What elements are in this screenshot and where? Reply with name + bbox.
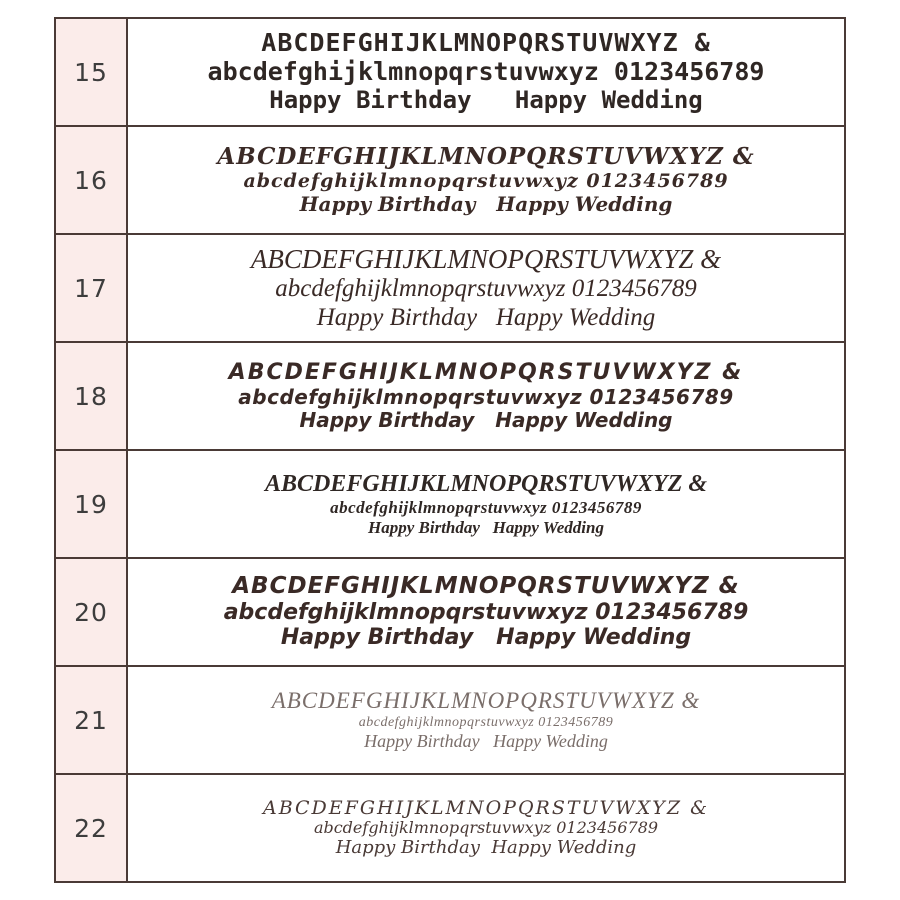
font-sample-cell (128, 19, 844, 125)
uppercase-sample: ABCDEFGHIJKLMNOPQRSTUVWXYZ & (250, 243, 722, 274)
font-row-20 (56, 559, 844, 667)
uppercase-sample: ABCDEFGHIJKLMNOPQRSTUVWXYZ & (232, 573, 740, 600)
font-row-19 (56, 451, 844, 559)
font-row-22 (56, 775, 844, 881)
font-row-17 (56, 235, 844, 343)
lowercase-digits-sample: abcdefghijklmnopqrstuvwxyz 0123456789 (358, 714, 614, 730)
font-number: 18 (56, 343, 128, 449)
font-sample-cell (128, 559, 844, 665)
font-row-16 (56, 127, 844, 235)
phrase-sample: Happy Birthday Happy Wedding (299, 407, 673, 432)
font-number: 21 (56, 667, 128, 773)
font-sample-cell (128, 775, 844, 881)
uppercase-sample: ABCDEFGHIJKLMNOPQRSTUVWXYZ & (261, 28, 711, 58)
font-sample-table (54, 17, 846, 883)
font-number: 22 (56, 775, 128, 881)
font-number: 20 (56, 559, 128, 665)
lowercase-digits-sample: abcdefghijklmnopqrstuvwxyz 0123456789 (330, 498, 642, 518)
lowercase-digits-sample: abcdefghijklmnopqrstuvwxyz 0123456789 (238, 384, 734, 409)
phrase-sample: Happy Birthday Happy Wedding (280, 625, 692, 651)
phrase-sample: Happy Birthday Happy Wedding (368, 517, 604, 537)
font-sample-cell (128, 451, 844, 557)
phrase-sample: Happy Birthday Happy Wedding (299, 191, 673, 216)
font-row-18 (56, 343, 844, 451)
phrase-sample: Happy Birthday Happy Wedding (316, 303, 656, 331)
lowercase-digits-sample: abcdefghijklmnopqrstuvwxyz 0123456789 (223, 599, 749, 625)
font-sample-cell (128, 235, 844, 341)
font-number: 17 (56, 235, 128, 341)
font-number: 19 (56, 451, 128, 557)
font-sample-cell (128, 667, 844, 773)
uppercase-sample: ABCDEFGHIJKLMNOPQRSTUVWXYZ & (262, 796, 710, 819)
lowercase-digits-sample: abcdefghijklmnopqrstuvwxyz 0123456789 (243, 169, 729, 192)
uppercase-sample: ABCDEFGHIJKLMNOPQRSTUVWXYZ & (217, 143, 755, 171)
uppercase-sample: ABCDEFGHIJKLMNOPQRSTUVWXYZ & (228, 360, 744, 386)
phrase-sample: Happy Birthday Happy Wedding (335, 836, 637, 858)
lowercase-digits-sample: abcdefghijklmnopqrstuvwxyz 0123456789 (207, 57, 765, 87)
font-row-15 (56, 19, 844, 127)
font-sample-cell (128, 127, 844, 233)
uppercase-sample: ABCDEFGHIJKLMNOPQRSTUVWXYZ & (264, 470, 708, 497)
font-row-21 (56, 667, 844, 775)
phrase-sample: Happy Birthday Happy Wedding (364, 730, 608, 751)
lowercase-digits-sample: abcdefghijklmnopqrstuvwxyz 0123456789 (313, 818, 659, 838)
phrase-sample: Happy Birthday Happy Wedding (269, 85, 703, 114)
font-sample-cell (128, 343, 844, 449)
lowercase-digits-sample: abcdefghijklmnopqrstuvwxyz 0123456789 (275, 274, 697, 302)
uppercase-sample: ABCDEFGHIJKLMNOPQRSTUVWXYZ & (271, 688, 701, 714)
font-number: 15 (56, 19, 128, 125)
font-number: 16 (56, 127, 128, 233)
